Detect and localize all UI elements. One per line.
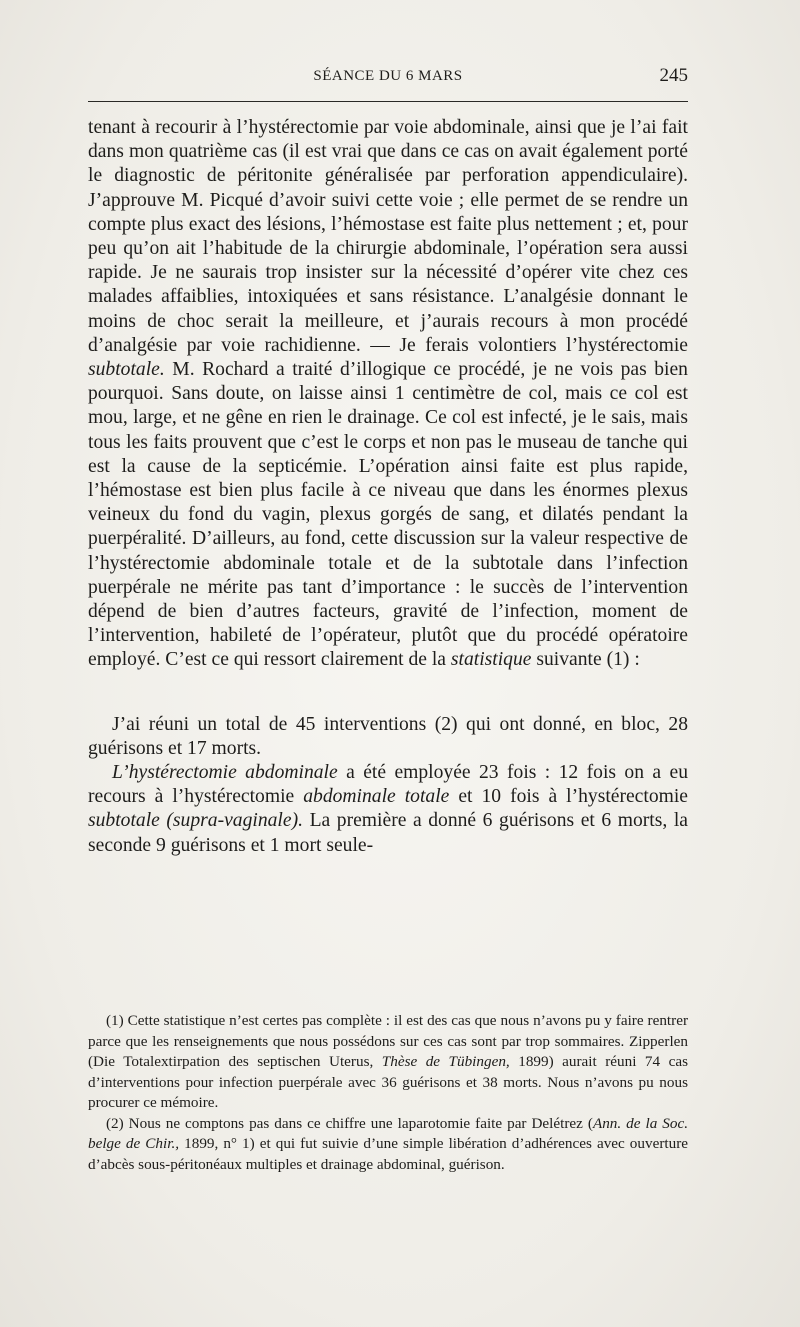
- footnote-2-italic: Ann. de la Soc. belge de Chir.,: [88, 1114, 688, 1152]
- page-number: 245: [659, 65, 688, 86]
- footnote-1-text-b: 1899) aurait réuni 74 cas d’interventions pour infection puerpérale avec 36 guérisons et 38 morts. Nous n’avons pu nous procurer ce mémoire.: [88, 1053, 688, 1111]
- paragraph-1b-end: suivante (1) :: [536, 649, 640, 671]
- paragraph-3: [88, 761, 688, 858]
- paragraph-3-italic-4: (supra-vaginale).: [166, 810, 303, 832]
- footnote-1-text-a: (1) Cette statistique n’est certes pas complète : il est des cas que nous n’avons pu y faire rentrer parce que les renseignements que nous possédons sur ces cas sont par trop sommaires. Zipperlen (Die Totalextirpation des septischen Uterus,: [88, 1012, 688, 1070]
- paragraph-1-text: tenant à recourir à l’hystérectomie par voie abdominale, ainsi que je l’ai fait dans mon quatrième cas (il est vrai que dans ce cas on avait également porté le diagnostic de péritonite généralisée par perforation appendiculaire). J’approuve M. Picqué d’avoir suivi cette voie ; elle permet de se rendre un compte plus exact des lésions, l’hémostase est faite plus nettement ; et, pour peu qu’on ait l’habitude de la chirurgie abdominale, l’opération sera aussi rapide. Je ne saurais trop insister sur la nécessité d’opérer vite chez ces malades affaiblies, intoxiquées et sans résistance. L’analgésie donnant le moins de choc serait la meilleure, et j’aurais recours à mon procédé d’analgésie par voie rachidienne. — Je ferais volontiers l’hystérectomie: [88, 117, 688, 356]
- header-rule: [88, 101, 688, 102]
- paragraph-gap: [88, 673, 688, 713]
- footnote-1-italic: Thèse de Tübingen,: [381, 1053, 510, 1070]
- paragraph-1-italic: subtotale.: [88, 359, 165, 381]
- footnote-2-text-b: 1899, n° 1) et qui fut suivie d’une simple libération d’adhérences avec ouverture d’abcès sous-péritonéaux multiples et drainage abdominal, guérison.: [88, 1135, 688, 1173]
- paragraph-3-text-b: et 10 fois à l’hystérectomie: [458, 786, 689, 808]
- paragraph-3-text-c: La première a donné 6 guérisons et 6 morts, la seconde 9 guérisons et 1 mort seule-: [88, 810, 688, 856]
- running-head: SÉANCE DU 6 MARS: [313, 68, 463, 84]
- main-text: [88, 116, 688, 858]
- paragraph-3-italic-2: abdominale totale: [303, 786, 450, 808]
- footnotes: [88, 1011, 688, 1175]
- statistique-italic: statistique: [450, 649, 532, 671]
- footnote-1: [88, 1011, 688, 1114]
- paragraph-3-text-a: a été employée 23 fois : 12 fois on a eu recours à l’hystérectomie: [88, 762, 688, 808]
- paragraph-2: J’ai réuni un total de 45 interventions (2) qui ont donné, en bloc, 28 guérisons et 17 morts.: [88, 713, 688, 759]
- paragraph-1: [88, 116, 688, 673]
- page-header: [88, 62, 688, 92]
- paragraph-3-italic-3: subtotale: [88, 810, 160, 832]
- paragraph-3-italic-1: L’hystérectomie abdominale: [112, 762, 338, 784]
- footnote-2-text-a: (2) Nous ne comptons pas dans ce chiffre une laparotomie faite par Delétrez (: [106, 1114, 593, 1132]
- footnote-2: [88, 1114, 688, 1176]
- paragraph-1b-text: M. Rochard a traité d’illogique ce procédé, je ne vois pas bien pourquoi. Sans doute, on laisse ainsi 1 centimètre de col, mais ce col est mou, large, et ne gêne en rien le drainage. Ce col est infecté, je le sais, mais tous les faits prouvent que c’est le corps et non pas le museau de tanche qui est la cause de la septicémie. L’opération ainsi faite est plus rapide, l’hémostase est bien plus facile à ce niveau que dans les énormes plexus veineux du fond du vagin, plexus gorgés de sang, et dilatés pendant la puerpéralité. D’ailleurs, au fond, cette discussion sur la valeur respective de l’hystérectomie abdominale totale et de la subtotale dans l’infection puerpérale ne mérite pas tant d’importance : le succès de l’intervention dépend de bien d’autres facteurs, gravité de l’infection, moment de l’intervention, habileté de l’opérateur, plutôt que du procédé opératoire employé. C’est ce qui ressort clairement de la: [88, 359, 688, 671]
